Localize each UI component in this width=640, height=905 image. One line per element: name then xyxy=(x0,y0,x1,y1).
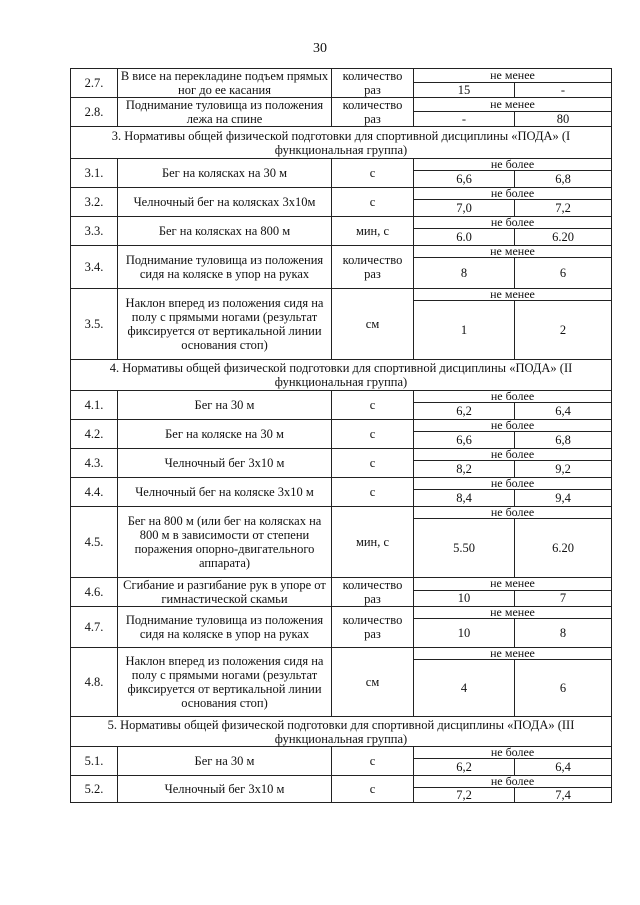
value-1: 10 xyxy=(414,590,515,606)
exercise-name: Челночный бег на коляске 3х10 м xyxy=(118,478,332,507)
value-1: 8 xyxy=(414,258,515,289)
table-row xyxy=(71,188,612,200)
table-row xyxy=(71,607,612,619)
exercise-name: Наклон вперед из положения сидя на полу с прямыми ногами (результат фиксируется от вертикальной линии основания стоп) xyxy=(118,289,332,360)
section-title: 4. Нормативы общей физической подготовки для спортивной дисциплины «ПОДА» (II функциональная группа) xyxy=(71,360,612,391)
table-row xyxy=(71,449,612,461)
row-number: 4.3. xyxy=(71,449,118,478)
table-row xyxy=(71,478,612,490)
unit: количество раз xyxy=(332,69,414,98)
exercise-name: Поднимание туловища из положения сидя на коляске в упор на руках xyxy=(118,607,332,648)
row-number: 4.6. xyxy=(71,578,118,607)
table-row xyxy=(71,217,612,229)
exercise-name: Челночный бег 3х10 м xyxy=(118,449,332,478)
unit: с xyxy=(332,188,414,217)
exercise-name: Поднимание туловища из положения лежа на спине xyxy=(118,98,332,127)
unit: количество раз xyxy=(332,578,414,607)
value-2: 6.20 xyxy=(515,229,612,246)
value-1: 5.50 xyxy=(414,519,515,578)
criterion: не более xyxy=(414,420,612,432)
criterion: не менее xyxy=(414,98,612,112)
section-row xyxy=(71,360,612,391)
table-row xyxy=(71,420,612,432)
norms-table xyxy=(70,68,612,803)
exercise-name: Бег на колясках на 800 м xyxy=(118,217,332,246)
criterion: не более xyxy=(414,449,612,461)
row-number: 4.8. xyxy=(71,648,118,717)
criterion: не менее xyxy=(414,69,612,83)
table-row xyxy=(71,98,612,112)
value-2: 7,2 xyxy=(515,200,612,217)
value-1: 6,2 xyxy=(414,403,515,420)
exercise-name: Наклон вперед из положения сидя на полу с прямыми ногами (результат фиксируется от вертикальной линии основания стоп) xyxy=(118,648,332,717)
row-number: 2.7. xyxy=(71,69,118,98)
criterion: не менее xyxy=(414,578,612,591)
unit: с xyxy=(332,420,414,449)
exercise-name: Сгибание и разгибание рук в упоре от гимнастической скамьи xyxy=(118,578,332,607)
table-row xyxy=(71,648,612,660)
exercise-name: Поднимание туловища из положения сидя на коляске в упор на руках xyxy=(118,246,332,289)
value-2: 9,4 xyxy=(515,490,612,507)
page-number: 30 xyxy=(313,41,327,56)
value-1: 6.0 xyxy=(414,229,515,246)
value-2: 9,2 xyxy=(515,461,612,478)
value-2: 80 xyxy=(515,111,612,126)
unit: с xyxy=(332,776,414,803)
value-2: 6,8 xyxy=(515,171,612,188)
row-number: 4.4. xyxy=(71,478,118,507)
section-title: 5. Нормативы общей физической подготовки для спортивной дисциплины «ПОДА» (III функциональная группа) xyxy=(71,717,612,747)
row-number: 4.5. xyxy=(71,507,118,578)
value-1: 10 xyxy=(414,619,515,648)
unit: количество раз xyxy=(332,607,414,648)
criterion: не более xyxy=(414,159,612,171)
unit: с xyxy=(332,478,414,507)
row-number: 2.8. xyxy=(71,98,118,127)
criterion: не более xyxy=(414,507,612,519)
table-row xyxy=(71,776,612,788)
exercise-name: Бег на колясках на 30 м xyxy=(118,159,332,188)
unit: с xyxy=(332,747,414,776)
criterion: не менее xyxy=(414,648,612,660)
value-2: 7,4 xyxy=(515,788,612,803)
criterion: не более xyxy=(414,776,612,788)
exercise-name: Бег на 30 м xyxy=(118,391,332,420)
value-2: 6,4 xyxy=(515,759,612,776)
table-row xyxy=(71,69,612,83)
value-1: 7,2 xyxy=(414,788,515,803)
unit: количество раз xyxy=(332,246,414,289)
value-1: 6,6 xyxy=(414,171,515,188)
table-row xyxy=(71,747,612,759)
unit: мин, с xyxy=(332,507,414,578)
table-row xyxy=(71,246,612,258)
value-2: 6,8 xyxy=(515,432,612,449)
value-1: - xyxy=(414,111,515,126)
unit: с xyxy=(332,159,414,188)
unit: см xyxy=(332,648,414,717)
value-1: 6,2 xyxy=(414,759,515,776)
unit: мин, с xyxy=(332,217,414,246)
value-2: 6,4 xyxy=(515,403,612,420)
table-row xyxy=(71,507,612,519)
unit: количество раз xyxy=(332,98,414,127)
value-1: 4 xyxy=(414,660,515,717)
value-2: 2 xyxy=(515,301,612,360)
exercise-name: Бег на 800 м (или бег на колясках на 800 м в зависимости от степени поражения опорно-двигательного аппарата) xyxy=(118,507,332,578)
value-2: - xyxy=(515,82,612,97)
row-number: 3.1. xyxy=(71,159,118,188)
value-1: 8,4 xyxy=(414,490,515,507)
criterion: не более xyxy=(414,478,612,490)
exercise-name: Бег на 30 м xyxy=(118,747,332,776)
criterion: не более xyxy=(414,217,612,229)
row-number: 3.5. xyxy=(71,289,118,360)
value-1: 15 xyxy=(414,82,515,97)
section-row xyxy=(71,717,612,747)
table-row xyxy=(71,289,612,301)
table-row xyxy=(71,578,612,591)
row-number: 4.7. xyxy=(71,607,118,648)
value-1: 1 xyxy=(414,301,515,360)
value-1: 8,2 xyxy=(414,461,515,478)
value-1: 7,0 xyxy=(414,200,515,217)
unit: с xyxy=(332,391,414,420)
criterion: не менее xyxy=(414,289,612,301)
criterion: не менее xyxy=(414,246,612,258)
row-number: 4.1. xyxy=(71,391,118,420)
row-number: 3.3. xyxy=(71,217,118,246)
unit: с xyxy=(332,449,414,478)
row-number: 5.2. xyxy=(71,776,118,803)
row-number: 3.2. xyxy=(71,188,118,217)
value-2: 8 xyxy=(515,619,612,648)
exercise-name: Челночный бег 3х10 м xyxy=(118,776,332,803)
criterion: не более xyxy=(414,188,612,200)
row-number: 5.1. xyxy=(71,747,118,776)
row-number: 4.2. xyxy=(71,420,118,449)
criterion: не менее xyxy=(414,607,612,619)
exercise-name: Бег на коляске на 30 м xyxy=(118,420,332,449)
unit: см xyxy=(332,289,414,360)
table-row xyxy=(71,391,612,403)
value-2: 6 xyxy=(515,660,612,717)
section-title: 3. Нормативы общей физической подготовки для спортивной дисциплины «ПОДА» (I функциональная группа) xyxy=(71,127,612,159)
criterion: не более xyxy=(414,391,612,403)
value-2: 6 xyxy=(515,258,612,289)
section-row xyxy=(71,127,612,159)
value-2: 6.20 xyxy=(515,519,612,578)
exercise-name: Челночный бег на колясках 3х10м xyxy=(118,188,332,217)
table-row xyxy=(71,159,612,171)
value-2: 7 xyxy=(515,590,612,606)
row-number: 3.4. xyxy=(71,246,118,289)
criterion: не более xyxy=(414,747,612,759)
exercise-name: В висе на перекладине подъем прямых ног до ее касания xyxy=(118,69,332,98)
value-1: 6,6 xyxy=(414,432,515,449)
